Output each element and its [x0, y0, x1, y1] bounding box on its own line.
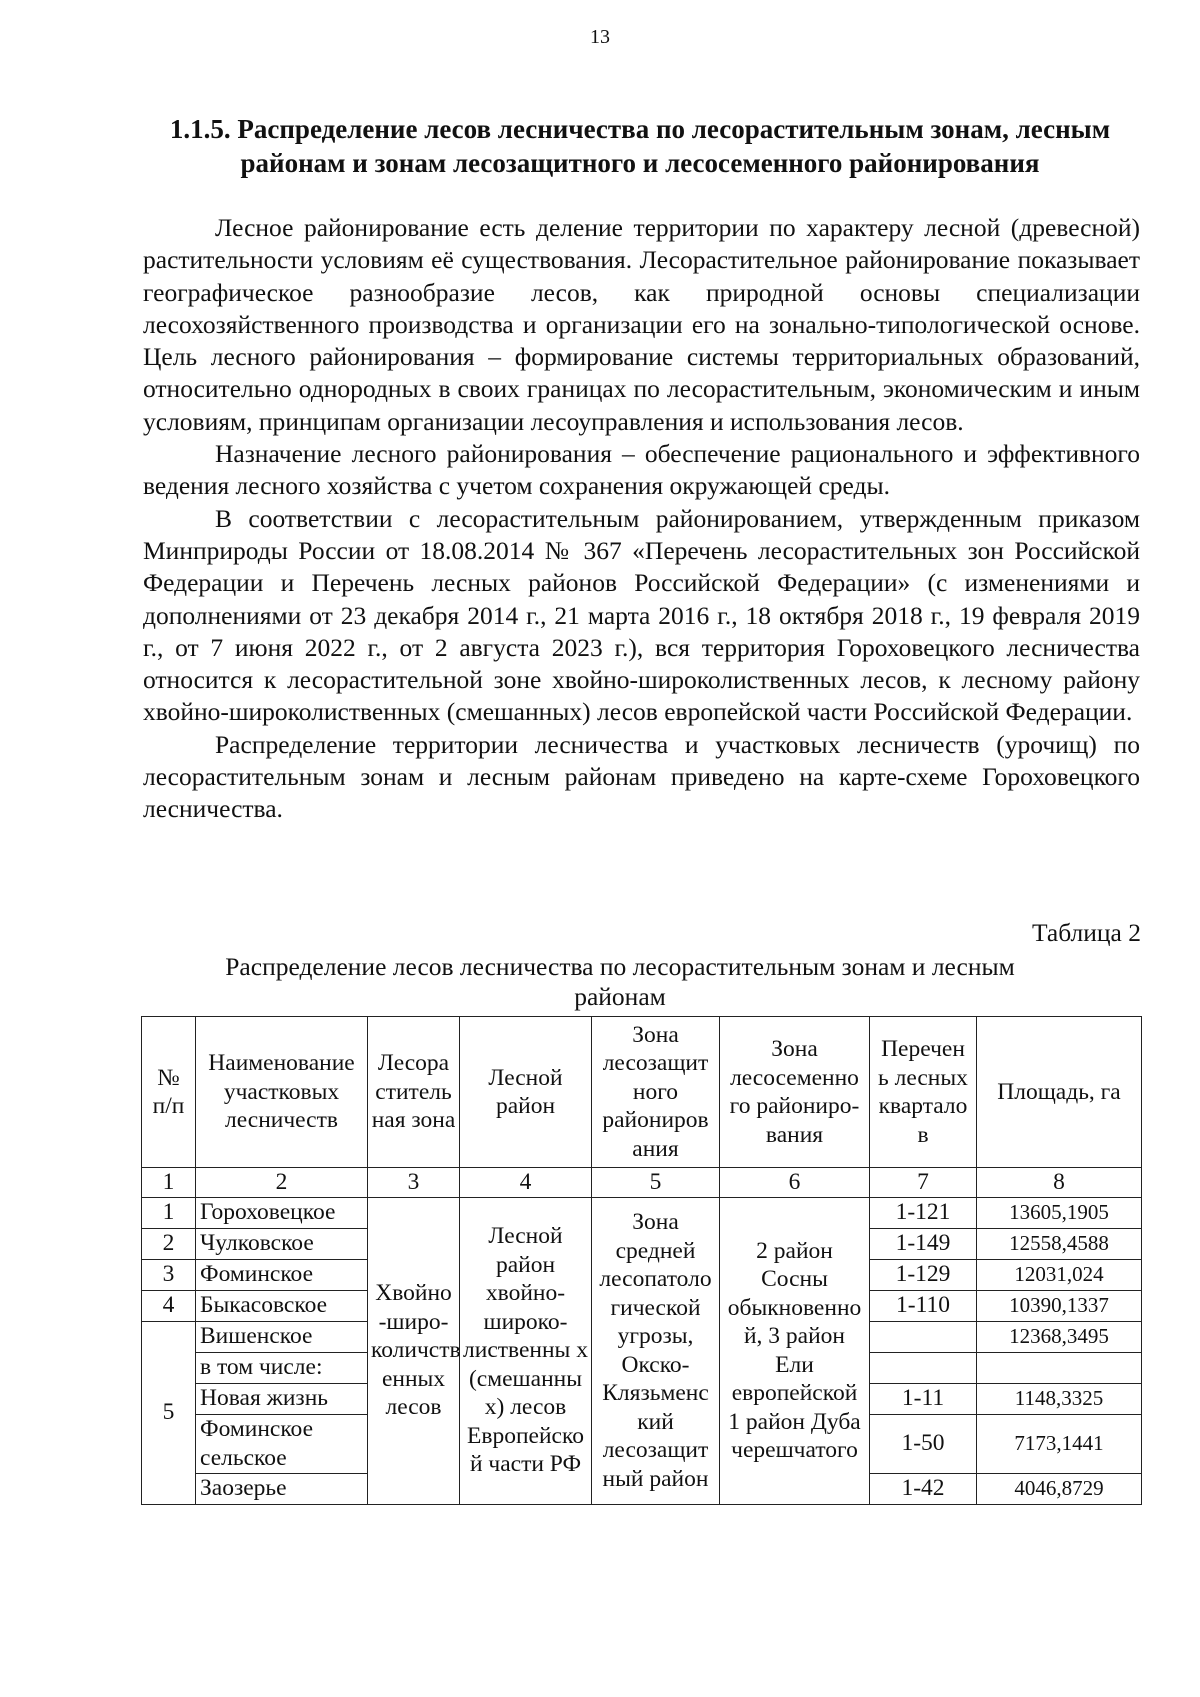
header-cell: Зона лесосеменно го райониро-вания	[720, 1017, 870, 1168]
body-text	[143, 212, 1140, 826]
area-cell: 12031,024	[977, 1259, 1142, 1290]
forestry-name: Фоминское	[196, 1259, 368, 1290]
protection-zone-cell: Зона средней лесопатоло гической угрозы, Окско-Клязьменс кий лесозащит ный район	[592, 1197, 720, 1504]
paragraph: Назначение лесного районирования – обеспечение рационального и эффективного ведения лесного хозяйства с учетом сохранения окружающей среды.	[143, 439, 1140, 501]
page-number: 13	[590, 26, 610, 48]
row-number: 4	[142, 1290, 196, 1321]
header-cell: Наименование участковых лесничеств	[196, 1017, 368, 1168]
column-number: 2	[196, 1168, 368, 1198]
area-cell	[977, 1352, 1142, 1383]
area-cell: 4046,8729	[977, 1473, 1142, 1504]
forestry-name: Гороховецкое	[196, 1197, 368, 1228]
column-number-row	[142, 1168, 1142, 1198]
paragraph: В соответствии с лесорастительным районированием, утвержденным приказом Минприроды России от 18.08.2014 № 367 «Перечень лесорастительных зон Российской Федерации и Перечень лесных районов Российской Федерации» (с изменениями и дополнениями от 23 декабря 2014 г., 21 марта 2016 г., 18 октября 2018 г., 19 февраля 2019 г., от 7 июня 2022 г., от 2 августа 2023 г.), вся территория Гороховецкого лесничества относится к лесорастительной зоне хвойно-широколиственных лесов, к лесному району хвойно-широколиственных (смешанных) лесов европейской части Российской Федерации.	[143, 503, 1140, 727]
forest-district-cell: Лесной район хвойно-широко-лиственны х (смешанны х) лесов Европейско й части РФ	[460, 1197, 592, 1504]
forestry-name: Новая жизнь	[196, 1383, 368, 1414]
table-label: Таблица 2	[1031, 918, 1141, 947]
table-caption: Распределение лесов лесничества по лесорастительным зонам и лесным районам	[225, 952, 1015, 1011]
section-title: 1.1.5. Распределение лесов лесничества по лесорастительным зонам, лесным районам и зонам лесозащитного и лесосеменного районирования	[169, 114, 1111, 178]
forestry-name: Заозерье	[196, 1473, 368, 1504]
forestry-name: в том числе:	[196, 1352, 368, 1383]
table-row	[142, 1197, 1142, 1228]
area-cell: 13605,1905	[977, 1197, 1142, 1228]
column-number: 3	[368, 1168, 460, 1198]
column-number: 5	[592, 1168, 720, 1198]
header-cell: Лесора ститель ная зона	[368, 1017, 460, 1168]
row-number: 1	[142, 1197, 196, 1228]
header-cell: Площадь, га	[977, 1017, 1142, 1168]
paragraph: Лесное районирование есть деление территории по характеру лесной (древесной) растительности условиям её существования. Лесорастительное районирование показывает географическое разнообразие лесов, как природной основы специализации лесохозяйственного производства и организации его на зонально-типологической основе. Цель лесного районирования – формирование системы территориальных образований, относительно однородных в своих границах по лесорастительным, экономическим и иным условиям, принципам организации лесоуправления и использования лесов.	[143, 213, 1140, 436]
zones-table	[141, 1016, 1142, 1505]
forestry-name: Чулковское	[196, 1228, 368, 1259]
quarters-cell: 1-42	[870, 1473, 977, 1504]
row-number: 3	[142, 1259, 196, 1290]
forestry-name: Фоминское сельское	[196, 1414, 368, 1473]
forestry-name: Вишенское	[196, 1321, 368, 1352]
quarters-cell: 1-129	[870, 1259, 977, 1290]
column-number: 6	[720, 1168, 870, 1198]
quarters-cell: 1-149	[870, 1228, 977, 1259]
table-header-row	[142, 1017, 1142, 1168]
area-cell: 7173,1441	[977, 1414, 1142, 1473]
forestry-name: Быкасовское	[196, 1290, 368, 1321]
row-number: 2	[142, 1228, 196, 1259]
header-cell: Перечен ь лесных квартало в	[870, 1017, 977, 1168]
row-number: 5	[142, 1321, 196, 1504]
area-cell: 10390,1337	[977, 1290, 1142, 1321]
paragraph: Распределение территории лесничества и участковых лесничеств (урочищ) по лесорастительным зонам и лесным районам приведено на карте-схеме Гороховецкого лесничества.	[143, 729, 1140, 824]
forest-zone-cell: Хвойно -широ-количств енных лесов	[368, 1197, 460, 1504]
seed-zone-cell: 2 район Сосны обыкновенно й, 3 район Ели европейской 1 район Дуба черешчатого	[720, 1197, 870, 1504]
area-cell: 12368,3495	[977, 1321, 1142, 1352]
area-cell: 12558,4588	[977, 1228, 1142, 1259]
quarters-cell	[870, 1321, 977, 1352]
header-cell: Лесной район	[460, 1017, 592, 1168]
column-number: 7	[870, 1168, 977, 1198]
quarters-cell	[870, 1352, 977, 1383]
header-cell: Зона лесозащит ного райониров ания	[592, 1017, 720, 1168]
quarters-cell: 1-50	[870, 1414, 977, 1473]
column-number: 1	[142, 1168, 196, 1198]
area-cell: 1148,3325	[977, 1383, 1142, 1414]
column-number: 4	[460, 1168, 592, 1198]
quarters-cell: 1-121	[870, 1197, 977, 1228]
column-number: 8	[977, 1168, 1142, 1198]
quarters-cell: 1-110	[870, 1290, 977, 1321]
header-cell: № п/п	[142, 1017, 196, 1168]
quarters-cell: 1-11	[870, 1383, 977, 1414]
